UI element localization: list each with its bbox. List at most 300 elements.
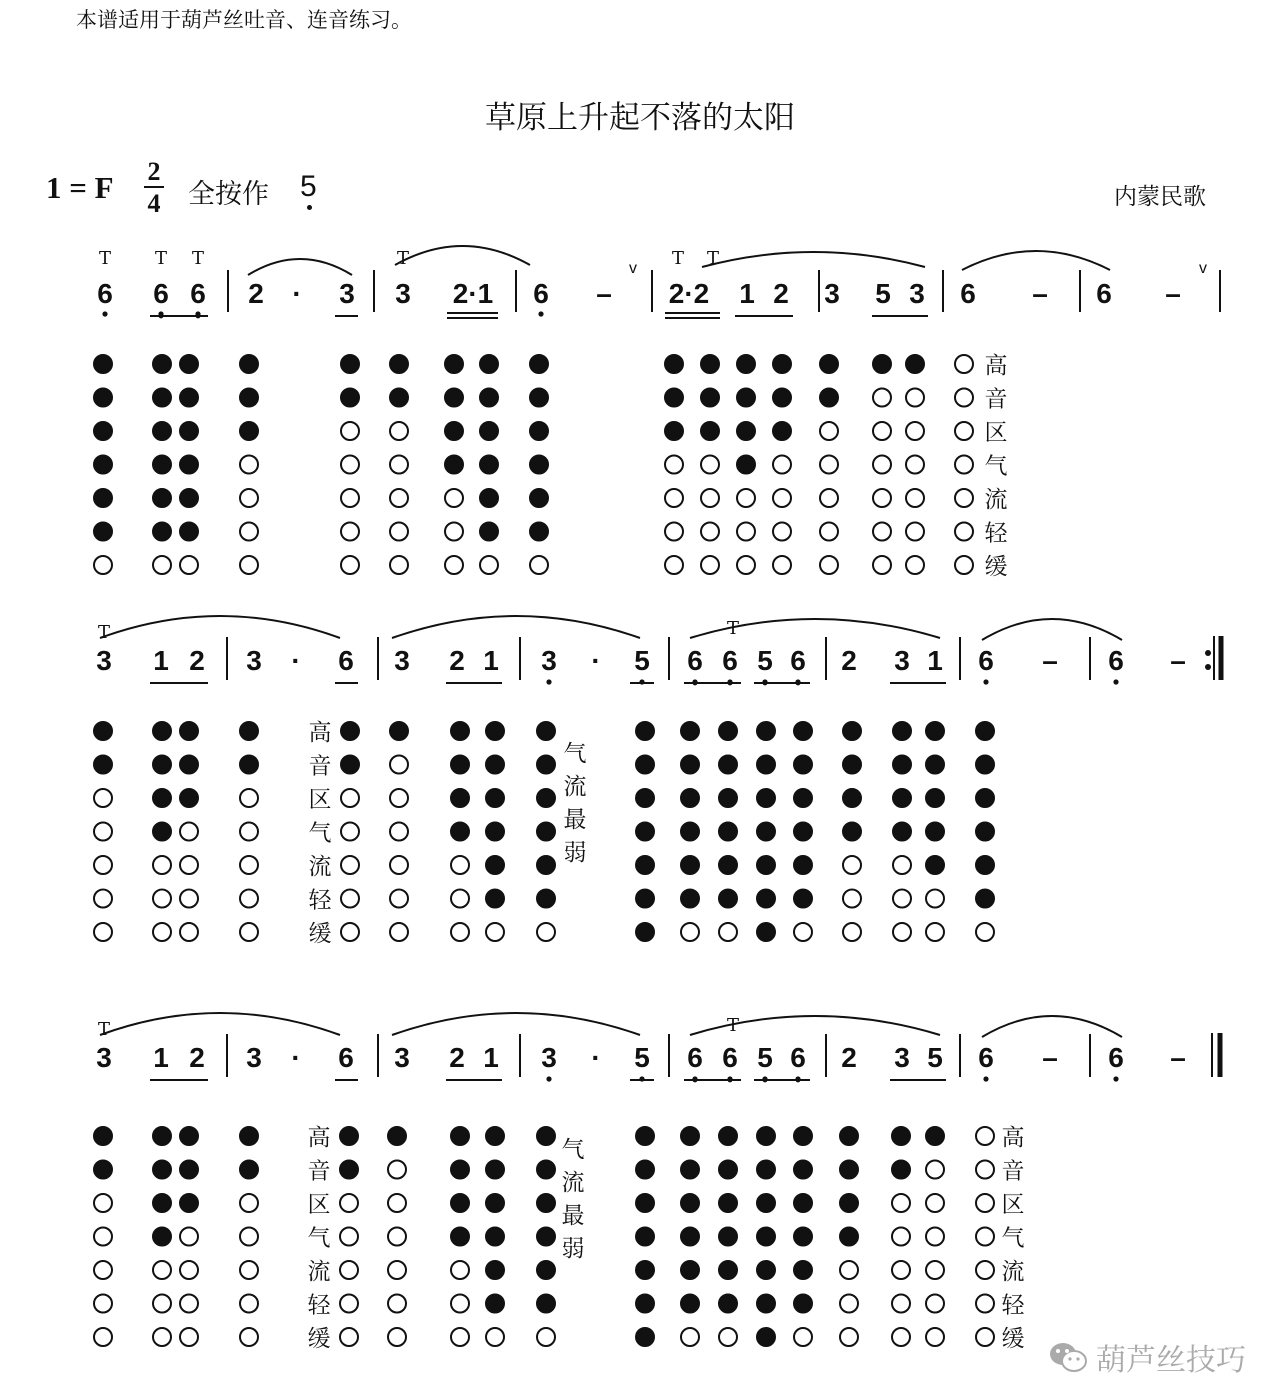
finger-hole (486, 1261, 504, 1279)
register-note: 流 (308, 854, 332, 880)
register-note: 高 (307, 1125, 331, 1151)
finger-hole (893, 923, 911, 941)
finger-hole (636, 856, 654, 874)
finger-hole (153, 1194, 171, 1212)
low-octave-dot (983, 1076, 988, 1081)
finger-hole (153, 456, 171, 474)
finger-hole (537, 1295, 555, 1313)
finger-hole (757, 1161, 775, 1179)
finger-hole (636, 722, 654, 740)
note: – (1165, 278, 1181, 309)
note: 6 (790, 645, 806, 676)
breath-mark: v (1199, 260, 1207, 277)
note: 3 (824, 278, 840, 309)
finger-hole (719, 1127, 737, 1145)
finger-hole (390, 890, 408, 908)
note: – (1170, 1042, 1186, 1073)
finger-hole (94, 422, 112, 440)
finger-hole (153, 1127, 171, 1145)
finger-hole (719, 789, 737, 807)
finger-hole (537, 1161, 555, 1179)
finger-hole (341, 489, 359, 507)
finger-hole (153, 1161, 171, 1179)
finger-hole (537, 756, 555, 774)
finger-hole (94, 523, 112, 541)
finger-hole (153, 890, 171, 908)
register-note: 区 (1001, 1192, 1025, 1218)
finger-hole (94, 1228, 112, 1246)
finger-hole (94, 355, 112, 373)
note: 3 (96, 1042, 112, 1073)
finger-hole (665, 389, 683, 407)
finger-hole (843, 923, 861, 941)
finger-hole (341, 422, 359, 440)
note: 1 (927, 645, 943, 676)
low-octave-dot (728, 1078, 733, 1083)
finger-hole (737, 389, 755, 407)
finger-hole (893, 856, 911, 874)
finger-hole (840, 1228, 858, 1246)
finger-hole (480, 489, 498, 507)
note: 3 (541, 1042, 557, 1073)
finger-hole (180, 856, 198, 874)
register-note: 气 (307, 1225, 331, 1252)
finger-hole (757, 890, 775, 908)
register-note: 缓 (308, 921, 332, 947)
intro-text: 本谱适用于葫芦丝吐音、连音练习。 (76, 8, 412, 32)
finger-hole (773, 523, 791, 541)
finger-hole (976, 722, 994, 740)
finger-hole (153, 556, 171, 574)
finger-hole (341, 890, 359, 908)
finger-hole (719, 1328, 737, 1346)
finger-hole (180, 823, 198, 841)
finger-hole (701, 456, 719, 474)
finger-hole (926, 756, 944, 774)
airflow-note: 弱 (561, 1236, 585, 1262)
finger-hole (388, 1328, 406, 1346)
finger-hole (820, 456, 838, 474)
finger-hole (451, 1127, 469, 1145)
finger-hole (451, 789, 469, 807)
finger-hole (893, 823, 911, 841)
watermark (1048, 1335, 1246, 1379)
finger-hole (451, 722, 469, 740)
register-note: 轻 (1001, 1292, 1025, 1319)
finger-hole (180, 722, 198, 740)
note: 6 (1096, 278, 1112, 309)
note: 3 (909, 278, 925, 309)
finger-hole (240, 556, 258, 574)
finger-hole (926, 789, 944, 807)
finger-hole (240, 789, 258, 807)
finger-hole (530, 355, 548, 373)
finger-hole (636, 1161, 654, 1179)
finger-hole (906, 523, 924, 541)
finger-hole (892, 1127, 910, 1145)
finger-hole (94, 1194, 112, 1212)
low-octave-dot (728, 681, 733, 686)
finger-hole (681, 1328, 699, 1346)
note: 3 (394, 1042, 410, 1073)
finger-hole (681, 1295, 699, 1313)
finger-hole (340, 1194, 358, 1212)
note: 2 (841, 1042, 857, 1073)
finger-hole (665, 355, 683, 373)
finger-hole (451, 1295, 469, 1313)
slur (392, 1013, 640, 1035)
finger-hole (892, 1328, 910, 1346)
note: 6 (1108, 645, 1124, 676)
finger-hole (94, 1161, 112, 1179)
note: – (1170, 645, 1186, 676)
finger-hole (240, 1194, 258, 1212)
finger-hole (537, 823, 555, 841)
finger-hole (240, 756, 258, 774)
note: – (1042, 1042, 1058, 1073)
slur (100, 616, 340, 638)
finger-hole (486, 823, 504, 841)
finger-hole (926, 823, 944, 841)
airflow-note: 流 (561, 1170, 585, 1196)
finger-hole (794, 1127, 812, 1145)
finger-hole (451, 1261, 469, 1279)
finger-hole (701, 389, 719, 407)
finger-hole (719, 1295, 737, 1313)
finger-hole (537, 1194, 555, 1212)
finger-hole (153, 756, 171, 774)
finger-hole (390, 722, 408, 740)
finger-hole (737, 422, 755, 440)
finger-hole (892, 1194, 910, 1212)
finger-hole (240, 1261, 258, 1279)
finger-hole (341, 389, 359, 407)
finger-hole (153, 856, 171, 874)
finger-hole (486, 1161, 504, 1179)
finger-hole (926, 1261, 944, 1279)
finger-hole (153, 1261, 171, 1279)
finger-hole (390, 422, 408, 440)
finger-hole (153, 789, 171, 807)
note: 6 (1108, 1042, 1124, 1073)
register-note: 缓 (1001, 1326, 1025, 1352)
note: 6 (338, 645, 354, 676)
finger-hole (794, 890, 812, 908)
finger-hole (757, 722, 775, 740)
note: 3 (96, 645, 112, 676)
note: 5 (634, 645, 650, 676)
finger-hole (955, 389, 973, 407)
finger-hole (240, 389, 258, 407)
finger-hole (445, 523, 463, 541)
register-note: 音 (307, 1158, 331, 1185)
finger-hole (892, 1295, 910, 1313)
finger-hole (840, 1328, 858, 1346)
finger-hole (681, 856, 699, 874)
finger-hole (341, 856, 359, 874)
note: – (596, 278, 612, 309)
finger-hole (840, 1161, 858, 1179)
register-note: 区 (307, 1192, 331, 1218)
tonguing-mark: T (191, 248, 205, 269)
finger-hole (701, 422, 719, 440)
finger-hole (180, 355, 198, 373)
finger-hole (757, 1261, 775, 1279)
airflow-note: 最 (563, 807, 587, 833)
finger-hole (665, 523, 683, 541)
finger-hole (94, 1328, 112, 1346)
tonguing-mark: T (396, 248, 410, 269)
finger-hole (926, 722, 944, 740)
register-note: 高 (308, 720, 332, 746)
low-octave-dot (1113, 679, 1118, 684)
finger-hole (341, 456, 359, 474)
finger-hole (976, 1261, 994, 1279)
finger-hole (94, 823, 112, 841)
finger-hole (180, 1228, 198, 1246)
finger-hole (893, 789, 911, 807)
finger-hole (794, 789, 812, 807)
finger-hole (757, 1194, 775, 1212)
finger-hole (180, 1127, 198, 1145)
register-note: 缓 (984, 554, 1008, 580)
finger-hole (530, 456, 548, 474)
finger-hole (873, 556, 891, 574)
note: – (1032, 278, 1048, 309)
finger-hole (636, 890, 654, 908)
finger-hole (94, 489, 112, 507)
register-note: 流 (1001, 1259, 1025, 1285)
finger-hole (906, 456, 924, 474)
finger-hole (153, 389, 171, 407)
finger-hole (794, 1161, 812, 1179)
time-signature-bottom: 4 (147, 189, 161, 218)
finger-hole (486, 1328, 504, 1346)
finger-hole (906, 422, 924, 440)
finger-hole (390, 856, 408, 874)
finger-hole (180, 756, 198, 774)
note: 6 (533, 278, 549, 309)
finger-hole (636, 756, 654, 774)
note: 6 (687, 1042, 703, 1073)
finger-hole (240, 823, 258, 841)
finger-hole (94, 1261, 112, 1279)
finger-hole (537, 856, 555, 874)
note: 6 (687, 645, 703, 676)
finger-hole (341, 923, 359, 941)
finger-hole (843, 890, 861, 908)
register-note: 区 (984, 420, 1008, 446)
finger-hole (757, 1295, 775, 1313)
low-octave-dot (546, 679, 551, 684)
finger-hole (340, 1127, 358, 1145)
slur (982, 1016, 1122, 1037)
finger-hole (906, 556, 924, 574)
finger-hole (873, 422, 891, 440)
finger-hole (390, 389, 408, 407)
finger-hole (955, 489, 973, 507)
note: 6 (790, 1042, 806, 1073)
finger-hole (388, 1295, 406, 1313)
finger-hole (445, 489, 463, 507)
finger-hole (843, 823, 861, 841)
note: 6 (153, 278, 169, 309)
finger-hole (719, 856, 737, 874)
finger-hole (926, 1161, 944, 1179)
finger-hole (719, 823, 737, 841)
finger-hole (480, 456, 498, 474)
finger-hole (636, 1261, 654, 1279)
finger-hole (94, 1127, 112, 1145)
finger-hole (340, 1261, 358, 1279)
finger-hole (681, 756, 699, 774)
note: 2·2 (668, 278, 710, 309)
finger-hole (773, 389, 791, 407)
finger-hole (681, 1261, 699, 1279)
finger-hole (445, 389, 463, 407)
finger-hole (926, 923, 944, 941)
finger-hole (390, 489, 408, 507)
note: 6 (190, 278, 206, 309)
note: 3 (395, 278, 411, 309)
finger-hole (340, 1295, 358, 1313)
finger-hole (445, 422, 463, 440)
finger-hole (388, 1194, 406, 1212)
wechat-icon (1048, 1341, 1088, 1373)
finger-hole (681, 789, 699, 807)
finger-hole (180, 1328, 198, 1346)
finger-hole (390, 756, 408, 774)
composer: 内蒙民歌 (1114, 184, 1206, 210)
finger-hole (873, 489, 891, 507)
time-signature-top: 2 (147, 157, 161, 186)
finger-hole (906, 489, 924, 507)
finger-hole (719, 756, 737, 774)
slur (392, 616, 640, 638)
finger-hole (665, 456, 683, 474)
finger-hole (873, 389, 891, 407)
finger-hole (955, 523, 973, 541)
finger-hole (537, 1328, 555, 1346)
finger-hole (451, 1194, 469, 1212)
finger-hole (976, 1295, 994, 1313)
finger-hole (820, 389, 838, 407)
register-note: 轻 (307, 1292, 331, 1319)
finger-hole (153, 355, 171, 373)
register-note: 区 (308, 787, 332, 813)
finger-hole (840, 1295, 858, 1313)
note: 1 (739, 278, 755, 309)
finger-hole (390, 789, 408, 807)
finger-hole (94, 789, 112, 807)
finger-hole (737, 523, 755, 541)
finger-hole (388, 1161, 406, 1179)
finger-hole (636, 1127, 654, 1145)
finger-hole (486, 1228, 504, 1246)
finger-hole (843, 789, 861, 807)
finger-hole (340, 1161, 358, 1179)
finger-hole (892, 1161, 910, 1179)
finger-hole (757, 756, 775, 774)
finger-hole (794, 1328, 812, 1346)
finger-hole (94, 389, 112, 407)
finger-hole (976, 789, 994, 807)
finger-hole (153, 722, 171, 740)
finger-hole (240, 722, 258, 740)
finger-hole (773, 456, 791, 474)
finger-hole (240, 489, 258, 507)
finger-hole (180, 789, 198, 807)
finger-hole (893, 890, 911, 908)
note: 5 (757, 1042, 773, 1073)
finger-hole (701, 355, 719, 373)
finger-hole (820, 355, 838, 373)
note: 6 (978, 1042, 994, 1073)
finger-hole (180, 1161, 198, 1179)
finger-hole (794, 823, 812, 841)
finger-hole (486, 789, 504, 807)
finger-hole (486, 890, 504, 908)
finger-hole (180, 489, 198, 507)
finger-hole (94, 890, 112, 908)
finger-hole (794, 722, 812, 740)
note: 6 (97, 278, 113, 309)
finger-hole (820, 422, 838, 440)
finger-hole (94, 722, 112, 740)
finger-hole (486, 1127, 504, 1145)
finger-hole (681, 923, 699, 941)
finger-hole (340, 1228, 358, 1246)
finger-hole (976, 890, 994, 908)
note: 2 (773, 278, 789, 309)
finger-hole (737, 355, 755, 373)
finger-hole (794, 1261, 812, 1279)
finger-hole (480, 389, 498, 407)
finger-hole (341, 556, 359, 574)
finger-hole (636, 789, 654, 807)
finger-hole (636, 1328, 654, 1346)
finger-hole (180, 890, 198, 908)
finger-hole (451, 823, 469, 841)
low-octave-dot (546, 1076, 551, 1081)
finger-hole (388, 1228, 406, 1246)
finger-hole (153, 523, 171, 541)
tonguing-mark: T (97, 622, 111, 643)
register-note: 音 (984, 386, 1008, 413)
finger-hole (873, 355, 891, 373)
finger-hole (794, 856, 812, 874)
finger-hole (681, 1127, 699, 1145)
note: 3 (894, 1042, 910, 1073)
finger-hole (240, 890, 258, 908)
finger-hole (153, 422, 171, 440)
finger-hole (180, 923, 198, 941)
finger-hole (240, 1228, 258, 1246)
finger-hole (480, 556, 498, 574)
slur (962, 251, 1110, 270)
finger-hole (390, 523, 408, 541)
finger-hole (719, 1228, 737, 1246)
note: 3 (894, 645, 910, 676)
finger-hole (892, 1228, 910, 1246)
finger-hole (976, 1228, 994, 1246)
finger-hole (773, 355, 791, 373)
fingering-note: 5 (300, 170, 317, 203)
finger-hole (840, 1194, 858, 1212)
finger-hole (955, 422, 973, 440)
finger-hole (794, 1295, 812, 1313)
finger-hole (451, 756, 469, 774)
